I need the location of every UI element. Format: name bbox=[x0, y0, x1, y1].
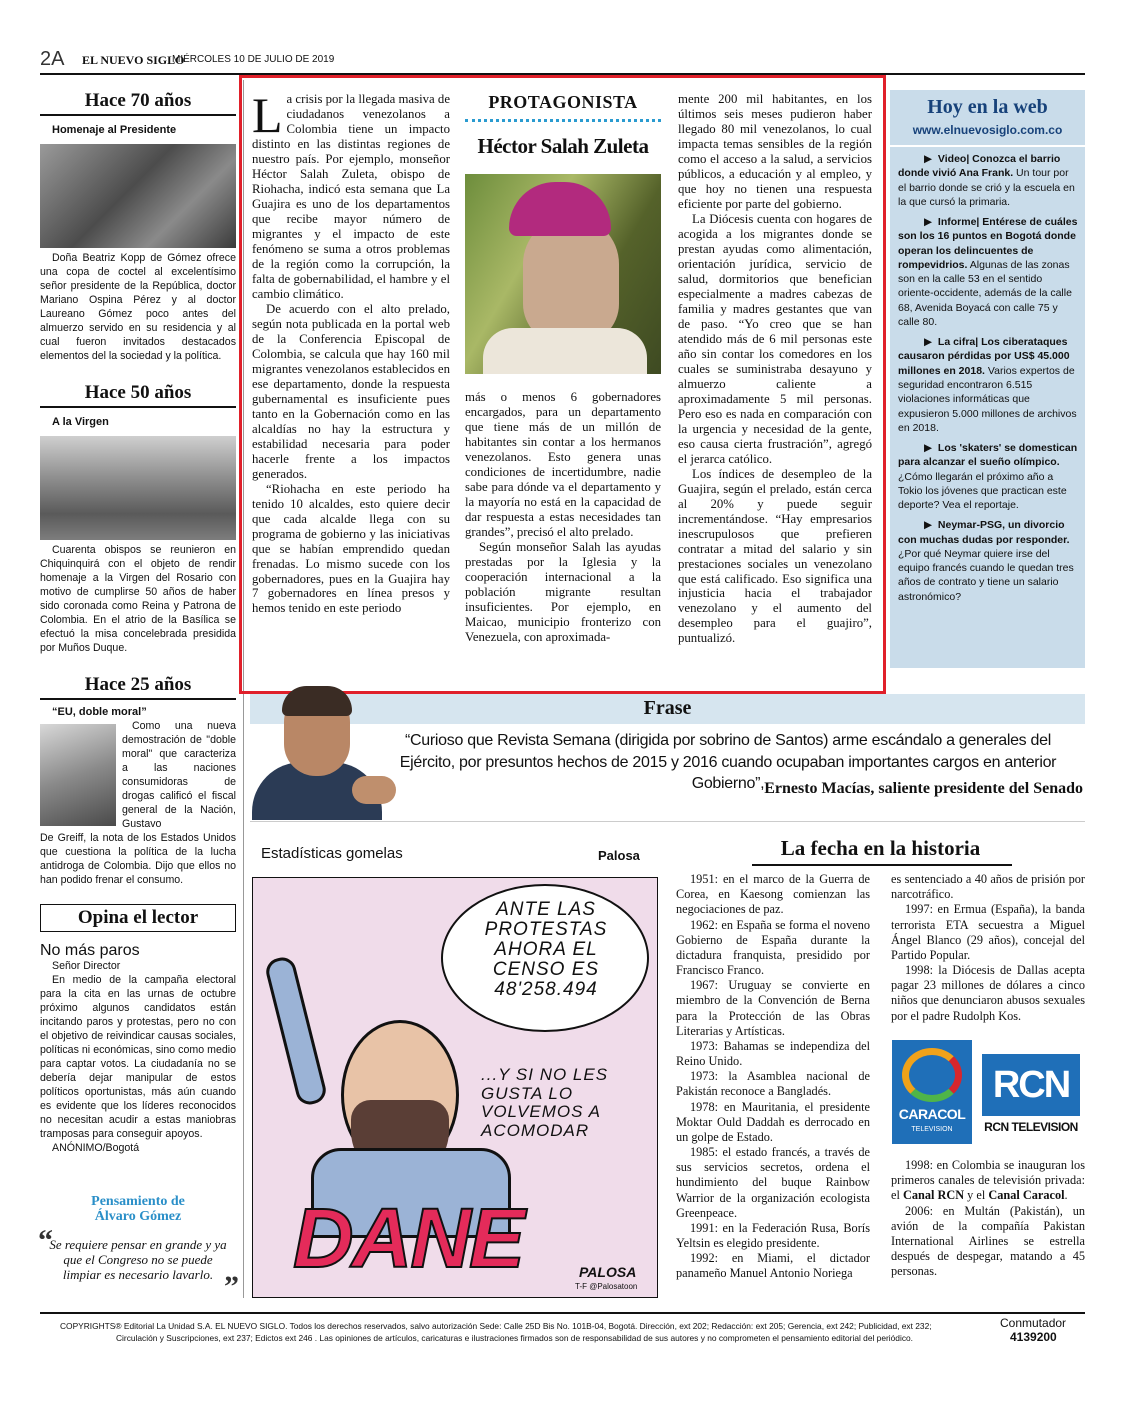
cartoon-dane-text: DANE bbox=[293, 1191, 524, 1285]
cartoon-bubble-1-text: ANTE LAS PROTESTAS AHORA EL CENSO ES 48'258.494 bbox=[484, 899, 608, 1000]
opina-title: Opina el lector bbox=[77, 907, 199, 928]
frase-author: Ernesto Macías, saliente presidente del Senado bbox=[764, 780, 1083, 797]
historia-item: 1973: Bahamas se independiza del Reino Unido. bbox=[676, 1038, 870, 1069]
web-url[interactable]: www.elnuevosiglo.com.co bbox=[912, 123, 1063, 137]
historia-item: 1991: en la Federación Rusa, Borís Yeltsin es elegido presidente. bbox=[676, 1220, 870, 1251]
historia-item: 1973: la Asamblea nacional de Pakistán reconoce a Bangladés. bbox=[676, 1069, 870, 1099]
opina-salutation: Señor Director bbox=[52, 960, 121, 972]
close-quote-icon: ” bbox=[224, 1270, 239, 1303]
portrait-zucchetto bbox=[509, 182, 611, 236]
hace-70-subtitle: Homenaje al Presidente bbox=[52, 124, 177, 136]
hace-50-caption: Cuarenta obispos se reunieron en Chiquinquirá con el objeto de rendir homenaje a la Virgen del Rosario con motivo de cumplirse 50 años de haber sido coronada como Reina y Patrona de Colombia. En el atrio de la Basílica se efectuó la misa concelebrada presidida por Muños Duque. bbox=[40, 544, 236, 654]
portrait-robe bbox=[483, 328, 647, 374]
protagonista-name: Héctor Salah Zuleta bbox=[477, 134, 649, 158]
article-para-1: La crisis por la llegada masiva de ciudadanos venezolanos a Colombia tiene un impacto distinto en las distintas regiones de nuestro país. Por ejemplo, monseñor Héctor Salah Zuleta, obispo de Riohacha, indicó esta semana que La Guajira es uno de los departamentos que recibe mayor número de migrantes y el impacto de este fenómeno se suma a otros problemas de la región como la corrupción, la falta de gobernabilidad, el hambre y el cambio climático. bbox=[252, 87, 451, 301]
cartoon-author: Palosa bbox=[598, 848, 640, 863]
cartoon-figure-arm bbox=[263, 955, 328, 1108]
hace-50-section bbox=[40, 382, 236, 656]
cartoon-frame bbox=[252, 877, 658, 1298]
historia-item: 1997: en Ermua (España), la banda terrorista ETA secuestra a Miguel Ángel Blanco (29 años), concejal del Partido Popular. bbox=[891, 902, 1085, 962]
historia-item: 1985: el estado francés, a través de sus servicios secretos, ordena el hundimiento del buque Rainbow Warrior de la organización ecologista Greenpeace. bbox=[676, 1145, 870, 1220]
hace-25-side-text: Como una nueva demostración de "doble moral" que caracteriza a las naciones consumidoras de drogas calificó el fiscal general de la Nación, Gustavo bbox=[122, 720, 236, 830]
rcn-logo bbox=[978, 1054, 1084, 1144]
cartoon-title: Estadísticas gomelas bbox=[261, 845, 403, 862]
rcn-logo-sub: RCN TELEVISION bbox=[984, 1120, 1078, 1134]
rcn-logo-mark: RCN bbox=[982, 1054, 1080, 1116]
caracol-logo bbox=[892, 1040, 972, 1144]
hace-70-section bbox=[40, 90, 236, 364]
article-col-2 bbox=[465, 390, 661, 645]
web-items bbox=[898, 152, 1078, 610]
opina-title-box bbox=[40, 904, 236, 932]
hace-50-title: Hace 50 años bbox=[84, 382, 192, 403]
historia-item: es sentenciado a 40 años de prisión por narcotráfico. bbox=[891, 872, 1085, 902]
historia-col-2-bottom bbox=[891, 1158, 1085, 1279]
article-para-4: más o menos 6 gobernadores encargados, para un departamento que tiene más de un millón de habitantes sin contar a los hermanos venezolanos. Esto genera unas condiciones de incertidumbre, nadie sabe para dónde va el departamento y la mayoría no está en la capacidad de dar respuesta a estas necesidades tan grandes”, precisó el alto prelado. bbox=[465, 390, 661, 539]
conmutador-label: Conmutador bbox=[1000, 1316, 1067, 1330]
caracol-swirl-icon bbox=[902, 1048, 962, 1102]
frase-quote: “Curioso que Revista Semana (dirigida por sobrino de Santos) arme escándalo a generales del Ejército, por presuntos hechos de 2015 y 2016 cuando ocupaban importantes cargos en anterior Gobierno”, bbox=[399, 732, 1057, 793]
historia-item-1998-tv: 1998: en Colombia se inauguran los primeros canales de televisión privada: el Canal RCN y el Canal Caracol. bbox=[891, 1158, 1085, 1203]
historia-title: La fecha en la historia bbox=[780, 836, 981, 860]
web-item-2[interactable]: ▶ Informe| Entérese de cuáles son los 16 puntos en Bogotá donde operan los delincuentes de rompevidrios. Algunas de las zonas son en la calle 53 en el sentido oriente-occidente, además de la calle 68, Avenida Boyacá con calle 75 y calle 80. bbox=[898, 216, 1078, 328]
footer-rule bbox=[40, 1312, 1085, 1314]
web-title: Hoy en la web bbox=[927, 96, 1048, 118]
pensamiento-title-2: Álvaro Gómez bbox=[94, 1209, 182, 1225]
historia-title-rule bbox=[752, 864, 1012, 866]
hace-70-photo bbox=[40, 144, 236, 248]
historia-item: 2006: en Multán (Pakistán), un avión de la compañía Pakistan International Airlines se estrella después de despegar, matando a 45 personas. bbox=[891, 1203, 1085, 1279]
hace-25-subtitle: “EU, doble moral” bbox=[52, 706, 147, 718]
article-para-5: Según monseñor Salah las ayudas prestadas por la Iglesia y la cooperación internacional a la población migrante resultan insuficientes. Por ejemplo, en Maicao, municipio fronterizo con Venezuela, con aproximada- bbox=[465, 539, 661, 644]
pensamiento-title-1: Pensamiento de bbox=[91, 1194, 185, 1209]
hace-25-section bbox=[40, 674, 236, 888]
conmutador-number: 4139200 bbox=[1010, 1330, 1057, 1344]
paper-name: EL NUEVO SIGLO bbox=[82, 53, 185, 67]
article-col-1 bbox=[252, 87, 451, 616]
hace-70-title: Hace 70 años bbox=[84, 90, 192, 111]
issue-date: MIÉRCOLES 10 DE JULIO DE 2019 bbox=[172, 54, 335, 65]
frase-title: Frase bbox=[643, 697, 692, 719]
hace-70-caption: Doña Beatriz Kopp de Gómez ofrece una copa de coctel al excelentísimo señor presidente de la República, doctor Mariano Ospina Pérez y al doctor Laureano Gómez poco antes del almuerzo servido en su residencia y al cual fueron invitados destacados elementos del la sociedad y la política. bbox=[40, 252, 236, 362]
opina-section bbox=[40, 942, 236, 1156]
historia-item: 1992: en Miami, el dictador panameño Manuel Antonio Noriega bbox=[676, 1251, 870, 1281]
frase-hair bbox=[282, 686, 352, 716]
article-para-2: De acuerdo con el alto prelado, según nota publicada en la portal web de la Conferencia Episcopal de Colombia, se calcula que hay 160 mil migrantes venezolanos establecidos en ese departamento, donde la respuesta gubernamental es insuficiente pues tanto en la Gobernación como en las alcaldías no hay la estructura y estabilidad necesaria para poder hacerle frente a los impactos generados. bbox=[252, 301, 450, 481]
hace-25-title: Hace 25 años bbox=[84, 674, 192, 695]
cartoon-credit: T-F @Palosatoon bbox=[575, 1282, 638, 1291]
drop-cap: L bbox=[252, 87, 283, 143]
web-item-1[interactable]: ▶ Video| Conozca el barrio donde vivió Ana Frank. Un tour por el barrio donde se crió y la escuela en la que cursó la primaria. bbox=[898, 153, 1075, 208]
caracol-logo-text: CARACOL bbox=[898, 1106, 966, 1122]
opina-body: En medio de la campaña electoral para la cita en las urnas de octubre próximo algunos candidatos están incitando paros y protestas, pero no con el objetivo de reivindicar causas sociales, políticas ni económicas, sino como medio para captar votos. La ciudadanía no se debería dejar manipular de estos políticos oportunistas, más aún cuando es evidente que los líderes reconocidos no necesitan acudir a estas maniobras tramposas para conseguir apoyos. bbox=[40, 973, 236, 1140]
historia-item: 1951: en el marco de la Guerra de Corea, en Kaesong comienzan las negociaciones de paz. bbox=[676, 872, 870, 917]
pensamiento-section bbox=[38, 1194, 239, 1303]
article-para-6: mente 200 mil habitantes, en los últimos seis meses pudieron haber llegado 80 mil venezolanos, lo cual impacta temas sensibles de la región como el acceso a la salud, a servicios públicos, a educación y al empleo, y que hoy no tienen una respuesta eficiente por parte del gobierno. bbox=[678, 92, 872, 211]
page-number: 2A bbox=[40, 48, 65, 70]
hace-50-subtitle: A la Virgen bbox=[52, 416, 109, 428]
cartoon-bubble-2-text: ...Y SI NO LES GUSTA LO VOLVEMOS A ACOMODAR bbox=[481, 1065, 609, 1141]
cartoon-signature: PALOSA bbox=[579, 1264, 637, 1280]
article-para-8: Los índices de desempleo de la Guajira, según el prelado, están cerca al 20% y puede seguir incrementándose. “Hay empresarios inescrupulosos que prefieren contratar a mitad del salario y sin prestaciones sociales un venezolano que está calificado. Eso significa una injusticia hacia el trabajador venezolano y el aumento del desempleo para el guajiro”, puntualizó. bbox=[678, 466, 872, 646]
hace-25-photo bbox=[40, 724, 116, 826]
historia-item: 1967: Uruguay se convierte en miembro de la Convención de Berna para la Protección de las Obras Literarias y Artísticas. bbox=[676, 978, 870, 1038]
web-header bbox=[890, 90, 1085, 147]
opina-signature: ANÓNIMO/Bogotá bbox=[52, 1141, 140, 1154]
article-col-3 bbox=[678, 92, 872, 646]
historia-item: 1998: la Diócesis de Dallas acepta pagar 23 millones de dólares a cinco niños que denunciaron abusos sexuales por el padre Rudolph Kos. bbox=[891, 963, 1085, 1023]
masthead bbox=[40, 48, 1085, 72]
footer-line-2: Circulación y Suscripciones, ext 237; Edictos ext 246 . Las opiniones de artículos, caricaturas e ilustraciones firmados son de responsabilidad de sus autores y no comprometen el pensamiento editorial del periódico. bbox=[116, 1333, 913, 1343]
opina-heading: No más paros bbox=[40, 942, 140, 959]
article-para-3: “Riohacha en este periodo ha tenido 10 alcaldes, esto quiere decir que cada alcalde llega con su programa de gobierno y las iniciativas que se habían emprendido quedan frenadas. Lo mismo sucede con los gobernadores, pues en la Guajira hay 7 gobernadores en línea presos y hemos tenido en este periodo bbox=[252, 481, 450, 616]
historia-item: 1978: en Mauritania, el presidente Moktar Ould Daddah es derrocado en un golpe de Estado. bbox=[676, 1099, 870, 1144]
historia-item: 1962: en España se forma el noveno Gobierno de España durante la dictadura franquista, presidido por Francisco Franco. bbox=[676, 917, 870, 978]
hace-50-photo bbox=[40, 436, 236, 540]
historia-col-2-top bbox=[891, 872, 1085, 1024]
web-item-4[interactable]: ▶ Los 'skaters' se domestican para alcanzar el sueño olímpico. ¿Cómo llegarán el próximo año a Tokio los jóvenes que practican este deporte? Vea el reportaje. bbox=[898, 442, 1078, 512]
footer-line-1: COPYRIGHTS® Editorial La Unidad S.A. EL NUEVO SIGLO. Todos los derechos reservados, salvo autorización Sede: Calle 25D Bis No. 101B-04, Bogotá. Dirección, ext 202; Redacción: ext 205; Gerencia, ext 242; Publicidad, ext 232; bbox=[60, 1321, 932, 1331]
hace-25-text: De Greiff, la nota de los Estados Unidos que cuestiona la política de la lucha antidroga de Colombia. Dijo que ellos no han podido frenar el consumo. bbox=[40, 832, 236, 886]
protagonista-photo bbox=[465, 174, 661, 374]
web-item-5[interactable]: ▶ Neymar-PSG, un divorcio con muchas dudas por responder. ¿Por qué Neymar quiere irse del equipo francés cuando le quedan tres años de contrato y tiene un salario astronómico? bbox=[898, 519, 1074, 603]
caracol-logo-sub: TELEVISION bbox=[911, 1126, 953, 1133]
open-quote-icon: “ bbox=[38, 1224, 53, 1257]
dotted-divider bbox=[465, 119, 661, 122]
historia-col-1 bbox=[676, 872, 870, 1282]
web-item-3[interactable]: ▶ La cifra| Los ciberataques causaron pérdidas por US$ 45.000 millones en 2018. Varios expertos de seguridad encontraron 6.515 violaciones informáticas que expusieron 5.000 millones de archivos en 2018. bbox=[898, 336, 1077, 434]
protagonista-header bbox=[465, 92, 661, 159]
protagonista-label: PROTAGONISTA bbox=[488, 92, 638, 112]
pensamiento-quote: Se requiere pensar en grande y ya que el Congreso no se puede limpiar es necesario lavarlo. bbox=[49, 1236, 227, 1283]
article-para-7: La Diócesis cuenta con hogares de acogida a los migrantes donde se prestan ayudas como alimentación, orientación jurídica, servicio de salud, dormitorios que benefician especialmente a madres cabezas de familia y madres gestantes que van de paso. “Yo creo que se han atendido más de 6 mil personas este año sin contar los comedores en los cuales se suministraba desayuno y almuerzo caliente a aproximadamente 5 mil personas. Pero eso es nada en comparación con la urgencia y necesidad de la gente, eso causa cierta frustración”, agregó el jerarca católico. bbox=[678, 211, 872, 466]
